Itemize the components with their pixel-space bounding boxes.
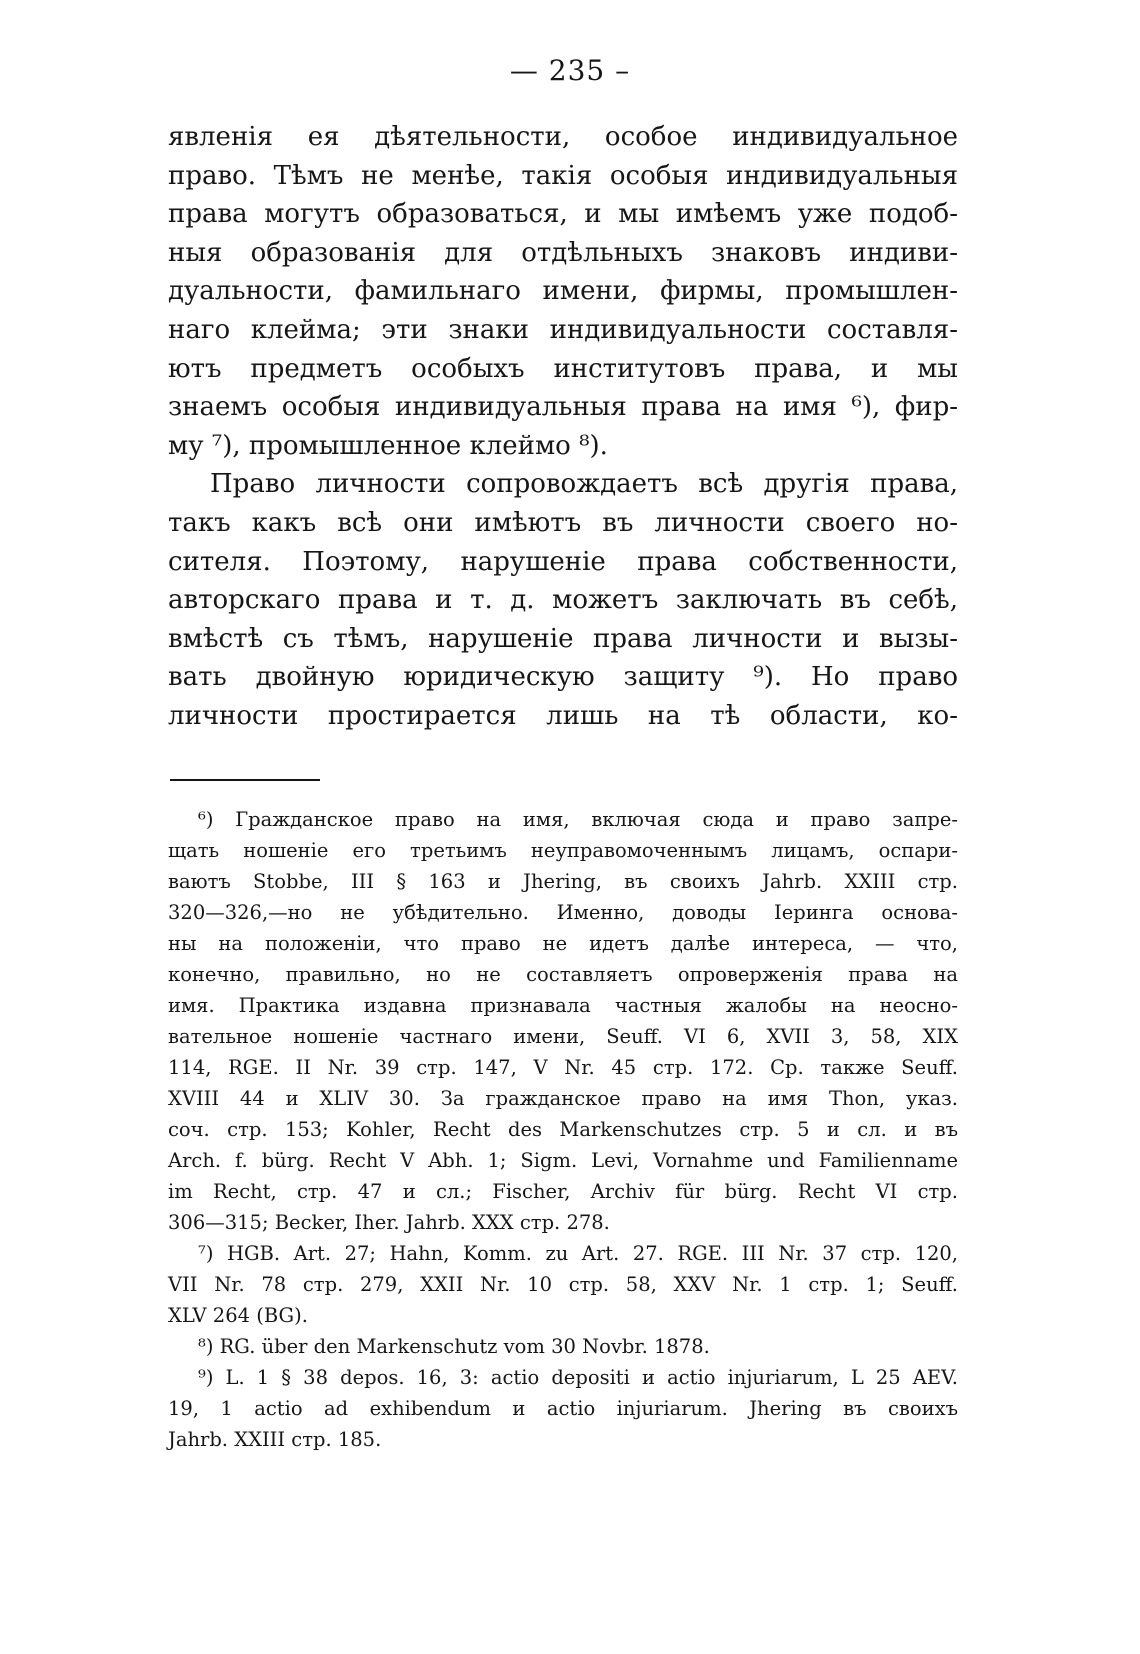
text-line: вать двойную юридическую защиту ⁹). Но право <box>168 662 958 693</box>
text-line: ныя образованія для отдѣльныхъ знаковъ индиви- <box>168 237 958 268</box>
text-line: личности простирается лишь на тѣ области, ко- <box>168 700 958 731</box>
footnote-line: щать ношеніе его третьимъ неуправомоченнымъ лицамъ, оспари- <box>168 839 958 862</box>
text-line: дуальности, фамильнаго имени, фирмы, промышлен- <box>168 276 958 307</box>
footnote-line: конечно, правильно, но не составляетъ опроверженія права на <box>168 963 958 986</box>
footnote-line: VII Nr. 78 стр. 279, XXII Nr. 10 стр. 58, XXV Nr. 1 стр. 1; Seuff. <box>168 1273 958 1296</box>
footnote-line: соч. стр. 153; Kohler, Recht des Markenschutzes стр. 5 и сл. и въ <box>168 1118 958 1141</box>
footnote-line: ваютъ Stobbe, III § 163 и Jhering, въ своихъ Jahrb. XXIII стр. <box>168 870 958 893</box>
footnote-line: ны на положеніи, что право не идетъ далѣе интереса, — что, <box>168 932 958 955</box>
text-line: авторскаго права и т. д. можетъ заключать въ себѣ, <box>168 585 958 616</box>
footnote-line: 114, RGE. II Nr. 39 стр. 147, V Nr. 45 стр. 172. Ср. также Seuff. <box>168 1056 958 1079</box>
text-line: право. Тѣмъ не менѣе, такія особыя индивидуальныя <box>168 160 958 191</box>
page-number: — 235 – <box>509 54 631 87</box>
text-line: вмѣстѣ съ тѣмъ, нарушеніе права личности и вызы- <box>168 623 958 654</box>
footnote-line: ⁸) RG. über den Markenschutz vom 30 Novbr. 1878. <box>198 1335 710 1358</box>
text-line: такъ какъ всѣ они имѣютъ въ личности своего но- <box>168 507 958 538</box>
footnote-line: ⁷) HGB. Art. 27; Hahn, Komm. zu Art. 27. RGE. III Nr. 37 стр. 120, <box>198 1242 958 1265</box>
text-line: права могутъ образоваться, и мы имѣемъ уже подоб- <box>168 199 958 230</box>
footnote-line: im Recht, стр. 47 и сл.; Fischer, Archiv für bürg. Recht VI стр. <box>168 1180 958 1203</box>
footnote-line: XVIII 44 и XLIV 30. За гражданское право на имя Thon, указ. <box>168 1087 958 1110</box>
footnote-line: Jahrb. XXIII стр. 185. <box>168 1428 382 1451</box>
footnote-line: XLV 264 (BG). <box>168 1304 308 1327</box>
footnote-line: вательное ношеніе частнаго имени, Seuff. VI 6, XVII 3, 58, XIX <box>168 1025 958 1048</box>
text-line: му ⁷), промышленное клеймо ⁸). <box>168 430 608 461</box>
text-line: наго клейма; эти знаки индивидуальности составля- <box>168 314 958 345</box>
text-line: Право личности сопровождаетъ всѣ другія права, <box>210 469 958 500</box>
main-text <box>168 118 958 736</box>
text-line: явленія ея дѣятельности, особое индивидуальное <box>168 122 958 152</box>
text-line: знаемъ особыя индивидуальныя права на имя ⁶), фир- <box>168 392 958 423</box>
footnote-line: ⁶) Гражданское право на имя, включая сюда и право запре- <box>198 808 958 831</box>
text-line: сителя. Поэтому, нарушеніе права собственности, <box>168 546 958 577</box>
footnote-separator <box>170 779 320 781</box>
footnotes <box>168 804 958 1455</box>
footnote-line: Arch. f. bürg. Recht V Abh. 1; Sigm. Levi, Vornahme und Familienname <box>168 1149 958 1172</box>
footnote-line: имя. Практика издавна признавала частныя жалобы на неосно- <box>168 994 958 1017</box>
footnote-line: ⁹) L. 1 § 38 depos. 16, 3: actio depositi и actio injuriarum, L 25 AEV. <box>198 1366 958 1389</box>
footnote-line: 19, 1 actio ad exhibendum и actio injuriarum. Jhering въ своихъ <box>168 1397 958 1420</box>
footnote-line: 320—326,—но не убѣдительно. Именно, доводы Іеринга основа- <box>168 901 958 924</box>
text-line: ютъ предметъ особыхъ институтовъ права, и мы <box>168 353 958 384</box>
footnote-line: 306—315; Becker, Iher. Jahrb. XXX стр. 278. <box>168 1211 610 1234</box>
